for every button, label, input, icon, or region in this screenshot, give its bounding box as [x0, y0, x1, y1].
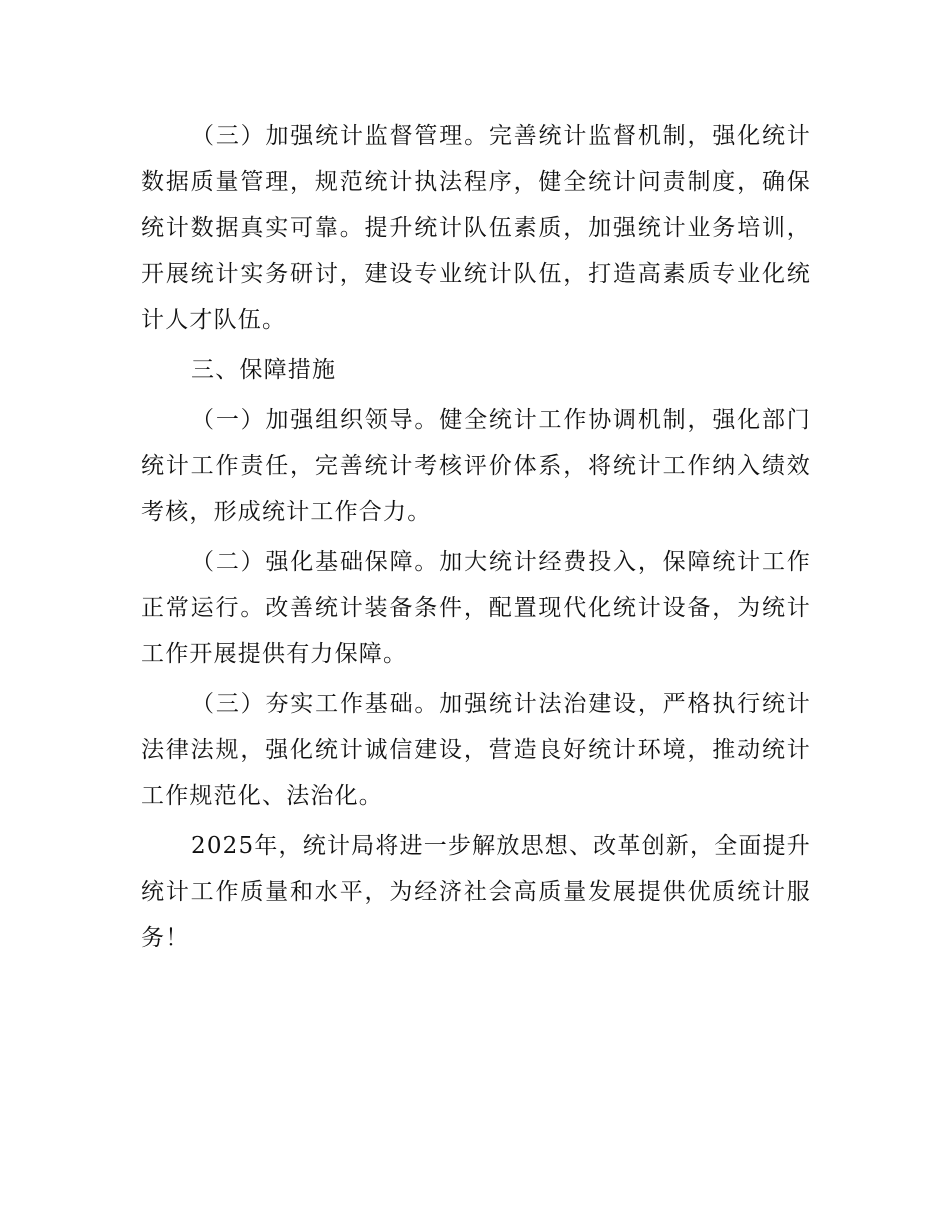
paragraph-organizational-leadership: （一）加强组织领导。健全统计工作协调机制，强化部门统计工作责任，完善统计考核评价体系，将统计工作纳入绩效考核，形成统计工作合力。 — [141, 407, 811, 525]
paragraph-work-foundation: （三）夯实工作基础。加强统计法治建设，严格执行统计法律法规，强化统计诚信建设，营造良好统计环境，推动统计工作规范化、法治化。 — [141, 691, 811, 809]
paragraph-conclusion: 2025年，统计局将进一步解放思想、改革创新，全面提升统计工作质量和水平，为经济社会高质量发展提供优质统计服务！ — [141, 833, 811, 951]
document-body — [141, 113, 811, 965]
paragraph-statistical-supervision: （三）加强统计监督管理。完善统计监督机制，强化统计数据质量管理，规范统计执法程序，健全统计问责制度，确保统计数据真实可靠。提升统计队伍素质，加强统计业务培训，开展统计实务研讨，建设专业统计队伍，打造高素质专业化统计人才队伍。 — [141, 123, 811, 333]
paragraph-basic-support: （二）强化基础保障。加大统计经费投入，保障统计工作正常运行。改善统计装备条件，配置现代化统计设备，为统计工作开展提供有力保障。 — [141, 549, 811, 667]
section-heading-safeguards: 三、保障措施 — [191, 357, 337, 383]
